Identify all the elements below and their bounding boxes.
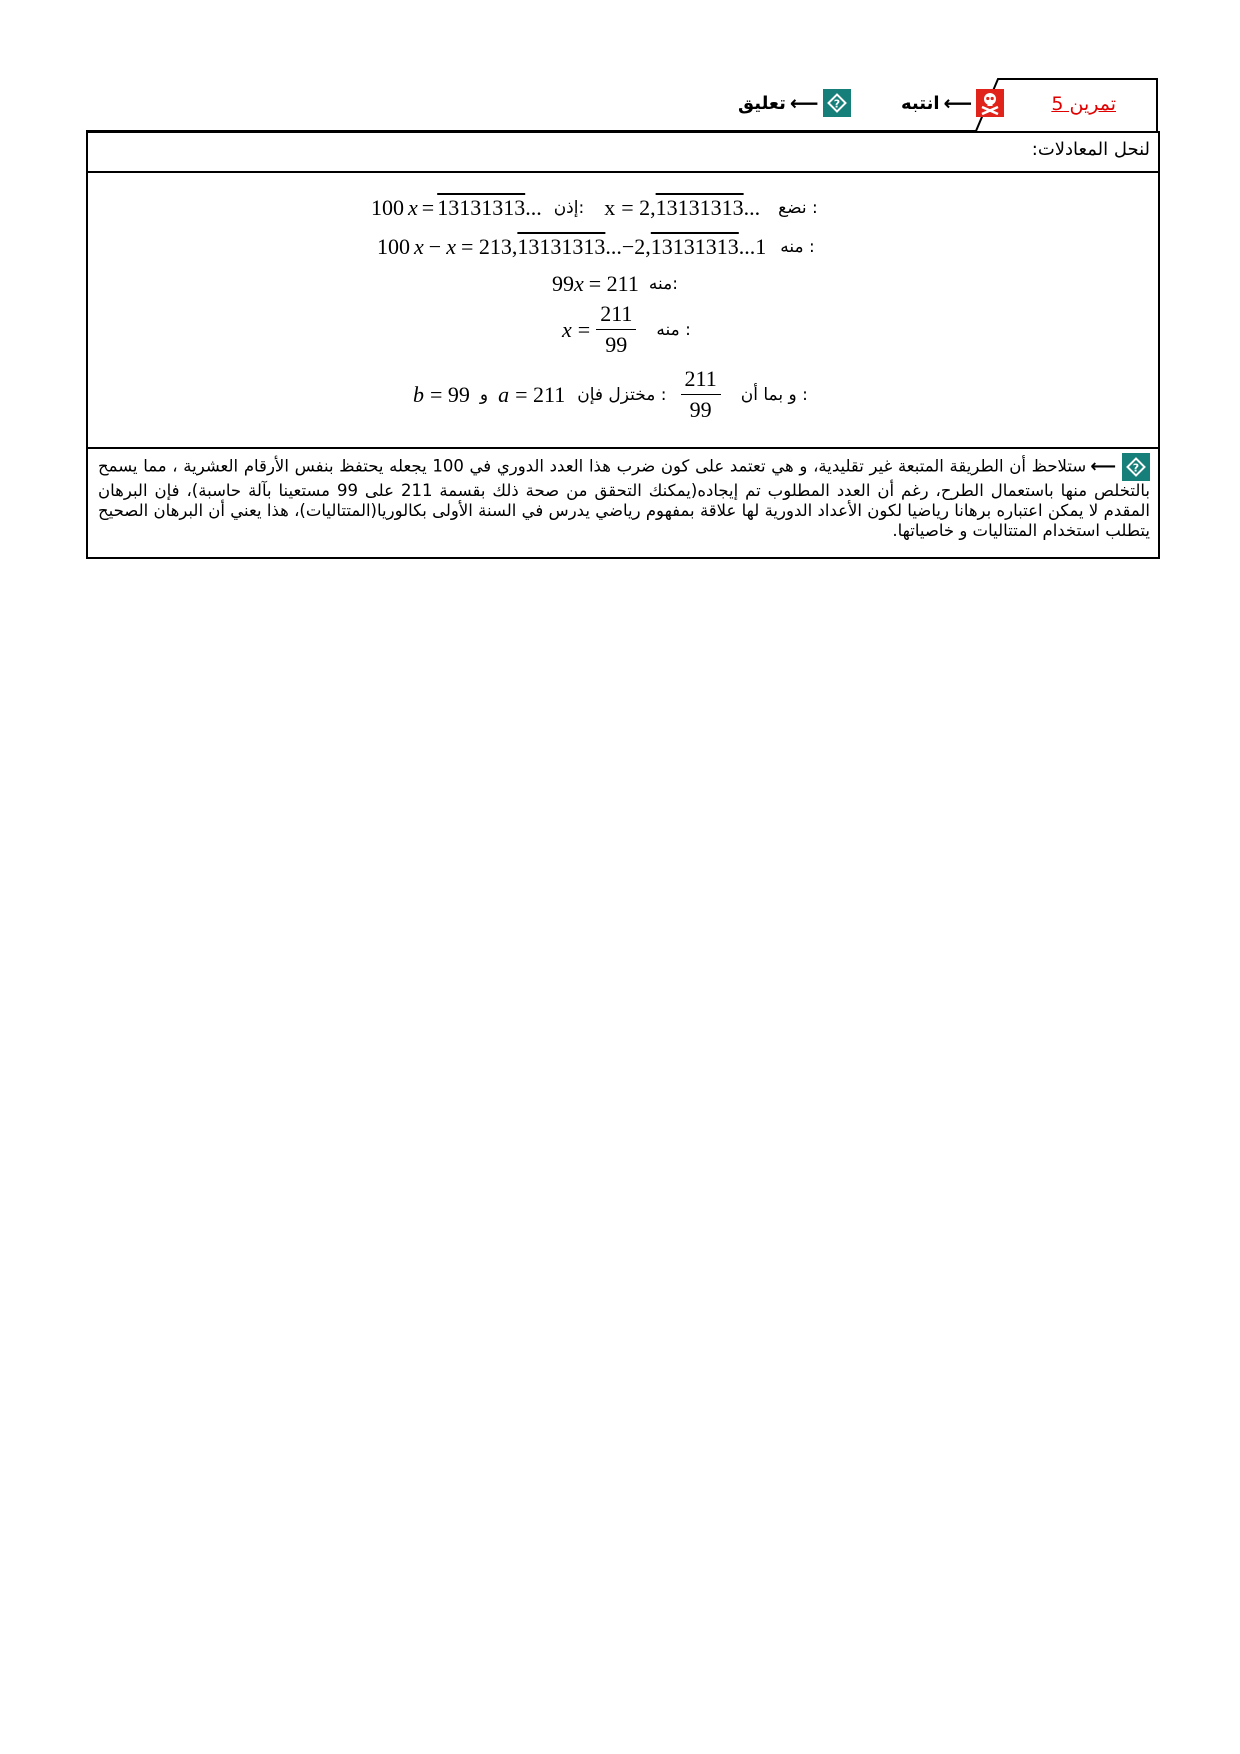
text-put: نضع : [778, 198, 818, 218]
question-diamond-icon [1122, 453, 1150, 481]
math-eq: = [577, 316, 591, 342]
math-mid: ...−2, [605, 234, 651, 259]
legend-comment [738, 87, 851, 119]
solution-line-3 [552, 271, 678, 297]
math-dots: ... [525, 195, 542, 220]
legend-attention-label: انتبه [901, 92, 940, 114]
fraction-numerator: 211 [596, 301, 636, 330]
math-a: a [498, 381, 510, 407]
math-repeating: 13131313 [655, 195, 744, 220]
fraction-denominator: 99 [689, 397, 712, 422]
solution-section [88, 173, 1158, 449]
math-99: 99 [552, 271, 574, 296]
solution-line-2 [377, 234, 815, 260]
exercise-title: تمرين 5 [1051, 93, 1116, 115]
instruction-text: لنحل المعادلات: [1031, 139, 1150, 160]
remark-text: ستلاحظ أن الطريقة المتبعة غير تقليدية، و هي تعتمد على كون ضرب هذا العدد الدوري في 100 يجعله يحتفظ بنفس الأرقام العشرية ، مما يسمح بالتخلص منها باستعمال الطرح، رغم أن العدد المطلوب تم إيجاده(يمكنك التحقق من صحة ذلك بقسمة 211 على 99 مستعينا بآلة حاسبة)، فإن البرهان المقدم لا يمكن اعتباره برهانا رياضيا لكون الأعداد الدورية لها علاقة بمفهوم رياضي يدرس في السنة الأولى بكالوريا(المتتاليات)، هذا يعني أن البرهان الصحيح يتطلب استخدام المتتاليات و خاصياتها. [98, 456, 1150, 540]
math-repeating: 13131313 [437, 195, 526, 220]
math-100: 100 [371, 195, 404, 220]
text-since: و بما أن : [740, 384, 808, 405]
math-x: x [446, 234, 456, 259]
text-hence: منه: [648, 274, 678, 294]
math-x: x [408, 195, 418, 220]
math-end: ...1 [738, 234, 767, 259]
math-a-value: = 211 [515, 381, 566, 407]
exercise-header [86, 77, 1158, 132]
math-x: x [414, 234, 424, 259]
math-eq-2: = 2, [621, 195, 656, 220]
instruction-row [88, 133, 1158, 173]
solution-line-5 [413, 366, 808, 423]
question-diamond-icon [823, 89, 851, 117]
math-eq: = [421, 195, 435, 220]
math-eq: = 213, [460, 234, 518, 259]
text-hence: منه : [656, 319, 691, 340]
fraction-denominator: 99 [605, 332, 628, 357]
math-x: x [574, 271, 584, 296]
legend-attention [901, 87, 1004, 119]
math-dots: ... [743, 195, 761, 220]
text-and: و [479, 384, 489, 405]
math-x: x [562, 316, 572, 342]
arrow-icon: ⟵ [789, 91, 819, 115]
svg-text:?: ? [1132, 461, 1140, 475]
text-irreducible: مختزل فإن : [577, 384, 667, 405]
fraction-211-99 [596, 301, 636, 358]
math-minus: − [428, 234, 442, 259]
math-b-value: = 99 [430, 381, 470, 407]
text-hence: منه : [780, 237, 815, 257]
skull-crossbones-icon [976, 89, 1004, 117]
math-repeating: 13131313 [517, 234, 606, 259]
solution-line-1 [371, 195, 818, 221]
math-repeating: 13131313 [650, 234, 739, 259]
fraction-211-99 [681, 366, 721, 423]
fraction-numerator: 211 [681, 366, 721, 395]
math-b: b [413, 381, 424, 407]
arrow-icon: ⟵ [1090, 455, 1116, 477]
svg-text:?: ? [833, 97, 840, 111]
arrow-icon: ⟵ [943, 91, 973, 115]
math-100: 100 [377, 234, 410, 259]
solution-line-4 [562, 301, 691, 358]
math-x: x [604, 195, 616, 220]
remark-section [88, 449, 1158, 557]
text-then: إذن: [553, 198, 585, 218]
legend-comment-label: تعليق [738, 92, 786, 114]
math-eq-211: = 211 [588, 271, 639, 296]
remark-paragraph [98, 453, 1150, 541]
exercise-box [86, 131, 1160, 559]
